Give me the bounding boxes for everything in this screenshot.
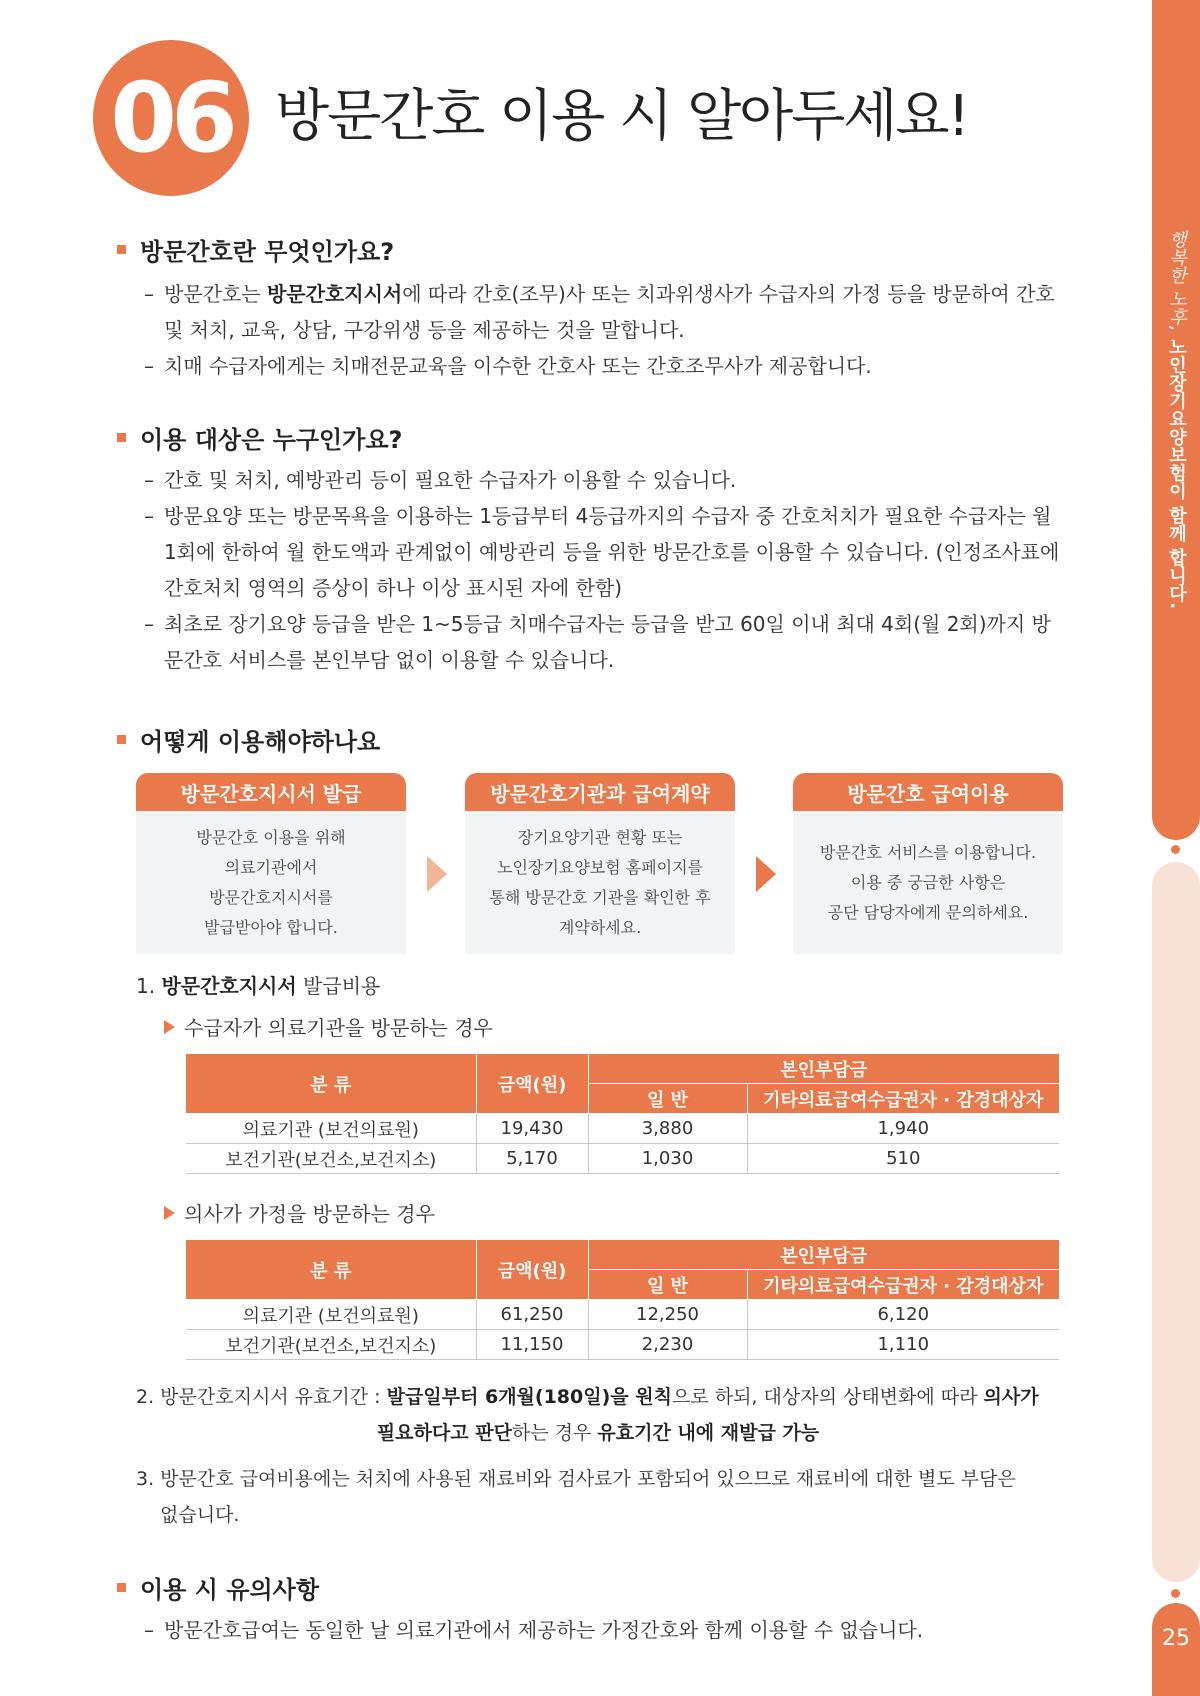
case-heading-2: 의사가 가정을 방문하는 경우 (164, 1198, 435, 1227)
side-band-dot (1171, 845, 1180, 854)
flow-step-body: 장기요양기관 현황 또는 노인장기요양보험 홈페이지를 통해 방문간호 기관을 확인한 후 계약하세요. (489, 827, 711, 937)
flow-step-body: 방문간호 이용을 위해 의료기관에서 방문간호지시서를 발급받아야 합니다. (196, 827, 346, 937)
section-body-who (144, 462, 1064, 678)
triangle-bullet-icon (164, 1020, 175, 1034)
flow-step-3 (793, 773, 1063, 954)
note-2: 2. 방문간호지시서 유효기간 : 발급일부터 6개월(180일)을 원칙으로 하되, 대상자의 상태변화에 따라 의사가 필요하다고 판단하는 경우 유효기간 내에 재발급 가능 (136, 1386, 1039, 1444)
column-header-other: 기타의료급여수급권자 · 감경대상자 (747, 1270, 1059, 1300)
flow-step-2 (465, 773, 735, 954)
bullet-square-icon (117, 1583, 126, 1592)
side-slogan (1152, 230, 1200, 609)
flow-step-body: 방문간호 서비스를 이용합니다. 이용 중 궁금한 사항은 공단 담당자에게 문의하세요. (819, 842, 1037, 922)
column-header-general: 일 반 (588, 1270, 747, 1300)
list-item: – 방문간호는 방문간호지시서에 따라 간호(조무)사 또는 치과위생사가 수급자의 가정 등을 방문하여 간호 및 처치, 교육, 상담, 구강위생 등을 제공하는 것을 말합니다. (144, 282, 1055, 342)
table-row: 의료기관 (보건의료원) 19,430 3,880 1,940 (186, 1114, 1059, 1144)
flow-arrow-icon (427, 856, 447, 892)
emphasis: 필요하다고 판단 (376, 1422, 512, 1444)
side-slogan-bold: 노인장기요양보험이 함께 합니다. (1166, 337, 1187, 610)
section-body-caution (144, 1612, 1064, 1648)
list-item: – 간호 및 처치, 예방관리 등이 필요한 수급자가 이용할 수 있습니다. (144, 468, 737, 492)
note-3: 3. 방문간호 급여비용에는 처치에 사용된 재료비와 검사료가 포함되어 있으므로 재료비에 대한 별도 부담은 없습니다. (136, 1468, 1016, 1526)
table-row: 의료기관 (보건의료원) 61,250 12,250 6,120 (186, 1300, 1059, 1330)
bullet-square-icon (117, 245, 126, 254)
section-heading-text: 방문간호란 무엇인가요? (140, 238, 395, 266)
column-header-category: 분 류 (186, 1240, 476, 1300)
triangle-bullet-icon (164, 1206, 175, 1220)
flow-arrow-icon (756, 856, 776, 892)
emphasis: 의사가 (983, 1386, 1039, 1408)
column-header-amount: 금액(원) (476, 1054, 588, 1114)
table-row: 보건기관(보건소,보건지소) 11,150 2,230 1,110 (186, 1330, 1059, 1360)
fee-table-clinic-visit (186, 1054, 1059, 1174)
section-heading-caution (117, 1570, 319, 1605)
column-header-other: 기타의료급여수급권자 · 감경대상자 (747, 1084, 1059, 1114)
column-header-amount: 금액(원) (476, 1240, 588, 1300)
case-heading-1: 수급자가 의료기관을 방문하는 경우 (164, 1012, 493, 1041)
list-item: – 최초로 장기요양 등급을 받은 1~5등급 치매수급자는 등급을 받고 60일 이내 최대 4회(월 2회)까지 방문간호 서비스를 본인부담 없이 이용할 수 있습니다. (144, 612, 1051, 672)
fee-table-home-visit (186, 1240, 1059, 1360)
flow-step-title: 방문간호 급여이용 (793, 773, 1063, 811)
emphasis: 발급일부터 6개월(180일)을 원칙 (386, 1386, 672, 1408)
column-header-copay: 본인부담금 (588, 1240, 1059, 1270)
column-header-copay: 본인부담금 (588, 1054, 1059, 1084)
side-slogan-script: 행복한 노후, (1166, 230, 1187, 332)
list-item: – 방문간호급여는 동일한 날 의료기관에서 제공하는 가정간호와 함께 이용할 수 없습니다. (144, 1618, 924, 1642)
flow-step-title: 방문간호지시서 발급 (136, 773, 406, 811)
section-heading-text: 이용 대상은 누구인가요? (140, 426, 403, 454)
list-item: – 방문요양 또는 방문목욕을 이용하는 1등급부터 4등급까지의 수급자 중 간호처치가 필요한 수급자는 월 1회에 한하여 월 한도액과 관계없이 예방관리 등을 위한 방문간호를 이용할 수 있습니다. (인정조사표에 간호처치 영역의 증상이 하나 이상 표시된 자에 한함) (144, 504, 1060, 600)
side-band-dot (1171, 1589, 1180, 1598)
column-header-general: 일 반 (588, 1084, 747, 1114)
bullet-square-icon (117, 735, 126, 744)
section-number-badge: 06 (93, 40, 249, 196)
side-band-middle (1152, 862, 1200, 1582)
section-heading-how (117, 722, 380, 757)
flow-step-1 (136, 773, 406, 954)
section-heading-text: 어떻게 이용해야하나요 (140, 728, 381, 756)
flow-step-title: 방문간호기관과 급여계약 (465, 773, 735, 811)
page-title: 방문간호 이용 시 알아두세요! (275, 84, 969, 149)
page-number: 25 (1162, 1626, 1190, 1651)
emphasis: 유효기간 내에 재발급 가능 (597, 1422, 820, 1444)
table-row: 보건기관(보건소,보건지소) 5,170 1,030 510 (186, 1144, 1059, 1174)
section-heading-who (117, 420, 402, 455)
emphasis: 방문간호지시서 (161, 974, 297, 998)
section-heading-what (117, 232, 394, 267)
list-item: – 치매 수급자에게는 치매전문교육을 이수한 간호사 또는 간호조무사가 제공합니다. (144, 354, 872, 378)
section-heading-text: 이용 시 유의사항 (140, 1576, 319, 1604)
column-header-category: 분 류 (186, 1054, 476, 1114)
bullet-square-icon (117, 433, 126, 442)
section-body-what (144, 276, 1064, 384)
emphasis: 방문간호지시서 (266, 282, 403, 306)
note-1: 1. 방문간호지시서 발급비용 (136, 974, 381, 998)
